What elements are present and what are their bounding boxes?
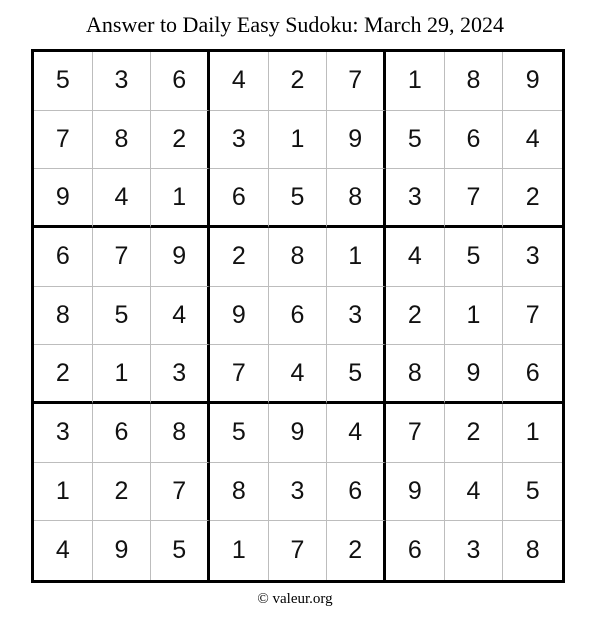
- sudoku-cell: 5: [210, 404, 269, 463]
- sudoku-cell: 3: [151, 345, 210, 404]
- sudoku-cell: 1: [210, 521, 269, 580]
- sudoku-cell: 6: [269, 287, 328, 346]
- sudoku-cell: 7: [445, 169, 504, 228]
- sudoku-cell: 5: [503, 463, 562, 522]
- sudoku-cell: 3: [93, 52, 152, 111]
- sudoku-cell: 4: [503, 111, 562, 170]
- sudoku-cell: 4: [210, 52, 269, 111]
- sudoku-cell: 4: [34, 521, 93, 580]
- sudoku-cell: 8: [327, 169, 386, 228]
- sudoku-cell: 9: [151, 228, 210, 287]
- sudoku-cell: 6: [445, 111, 504, 170]
- sudoku-cell: 8: [525, 536, 540, 565]
- copyright-footer: © valeur.org: [257, 591, 333, 607]
- sudoku-cell: 8: [93, 111, 152, 170]
- puzzle-title: Answer to Daily Easy Sudoku: March 29, 2024: [86, 12, 504, 37]
- sudoku-cell: 2: [503, 169, 562, 228]
- sudoku-cell: 6: [34, 228, 93, 287]
- sudoku-cell: 5: [269, 169, 328, 228]
- sudoku-cell: 7: [151, 463, 210, 522]
- sudoku-cell: 9: [93, 521, 152, 580]
- sudoku-cell: 9: [269, 404, 328, 463]
- sudoku-cell: 7: [34, 111, 93, 170]
- sudoku-cell: 5: [386, 111, 445, 170]
- sudoku-cell: 2: [386, 287, 445, 346]
- sudoku-cell: 9: [386, 463, 445, 522]
- sudoku-cell: 1: [151, 169, 210, 228]
- sudoku-cell: 4: [151, 287, 210, 346]
- sudoku-cell: 1: [386, 52, 445, 111]
- sudoku-cell: 5: [327, 345, 386, 404]
- sudoku-cell: 7: [210, 345, 269, 404]
- sudoku-board: [31, 49, 565, 583]
- sudoku-cell: 4: [93, 169, 152, 228]
- sudoku-cell: 5: [93, 287, 152, 346]
- sudoku-cell: 6: [327, 463, 386, 522]
- sudoku-cell: 2: [269, 52, 328, 111]
- sudoku-cell: 7: [269, 521, 328, 580]
- sudoku-cell: 9: [445, 345, 504, 404]
- sudoku-cell: 6: [210, 169, 269, 228]
- sudoku-cell: 8: [210, 463, 269, 522]
- sudoku-cell: 9: [503, 52, 562, 111]
- sudoku-cell: 3: [269, 463, 328, 522]
- sudoku-cell: 8: [269, 228, 328, 287]
- sudoku-cell: 5: [34, 52, 93, 111]
- sudoku-cell: 2: [93, 463, 152, 522]
- sudoku-cell: 3: [210, 111, 269, 170]
- sudoku-cell: 5: [445, 228, 504, 287]
- sudoku-cell: 6: [93, 404, 152, 463]
- sudoku-cell: 4: [327, 404, 386, 463]
- sudoku-cell: 1: [34, 463, 93, 522]
- sudoku-cell: 7: [327, 52, 386, 111]
- sudoku-cell: 9: [34, 169, 93, 228]
- sudoku-cell: 4: [269, 345, 328, 404]
- sudoku-cell: 4: [386, 228, 445, 287]
- sudoku-cell: 8: [445, 52, 504, 111]
- sudoku-cell: 7: [503, 287, 562, 346]
- sudoku-cell: 2: [445, 404, 504, 463]
- sudoku-cell: 3: [445, 521, 504, 580]
- sudoku-cell: 2: [327, 521, 386, 580]
- sudoku-cell: 1: [93, 345, 152, 404]
- sudoku-cell: 3: [386, 169, 445, 228]
- sudoku-cell: 2: [34, 345, 93, 404]
- sudoku-cell: 6: [503, 345, 562, 404]
- sudoku-cell: 4: [445, 463, 504, 522]
- sudoku-cell: 1: [503, 404, 562, 463]
- sudoku-cell: 1: [445, 287, 504, 346]
- sudoku-cell: 6: [151, 52, 210, 111]
- sudoku-cell: 7: [93, 228, 152, 287]
- sudoku-cell: 3: [327, 287, 386, 346]
- sudoku-cell: 2: [210, 228, 269, 287]
- sudoku-cell: 1: [269, 111, 328, 170]
- sudoku-cell: 1: [327, 228, 386, 287]
- sudoku-cell: 7: [386, 404, 445, 463]
- sudoku-cell: 2: [151, 111, 210, 170]
- sudoku-cell: 3: [503, 228, 562, 287]
- sudoku-cell: 3: [34, 404, 93, 463]
- sudoku-cell: 8: [386, 345, 445, 404]
- sudoku-cell: 9: [210, 287, 269, 346]
- sudoku-cell: 6: [386, 521, 445, 580]
- sudoku-cell: 8: [34, 287, 93, 346]
- sudoku-cell: 9: [327, 111, 386, 170]
- sudoku-cell: 8: [151, 404, 210, 463]
- sudoku-cell: 5: [151, 521, 210, 580]
